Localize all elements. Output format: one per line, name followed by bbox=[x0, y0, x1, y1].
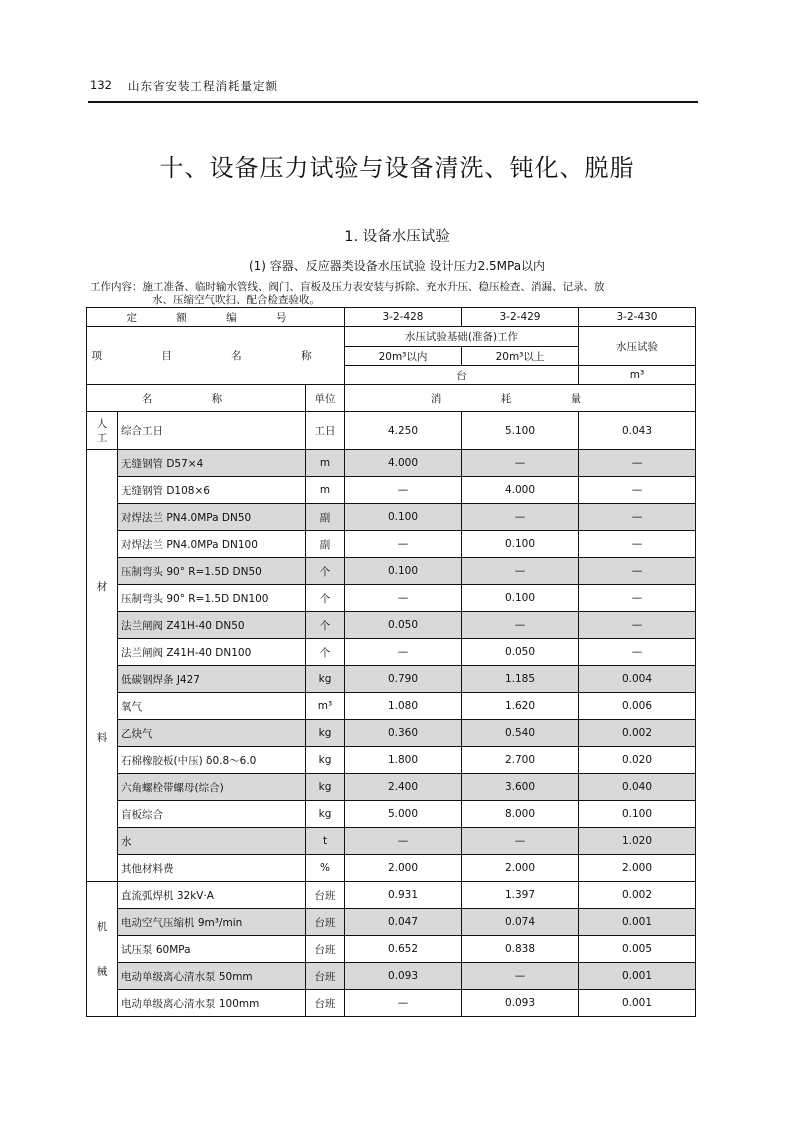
col-qty-header: 消 耗 量 bbox=[345, 385, 696, 412]
item-value: 5.000 bbox=[345, 801, 462, 828]
item-name: 试压泵 60MPa bbox=[118, 936, 306, 963]
item-unit: 台班 bbox=[306, 990, 345, 1017]
item-value: 2.000 bbox=[462, 855, 579, 882]
item-name: 压制弯头 90° R=1.5D DN100 bbox=[118, 585, 306, 612]
item-value: 2.400 bbox=[345, 774, 462, 801]
item-value: 0.790 bbox=[345, 666, 462, 693]
item-value: 0.001 bbox=[579, 909, 696, 936]
col-name-header: 名 称 bbox=[87, 385, 306, 412]
header-row bbox=[87, 327, 696, 347]
item-value: — bbox=[462, 828, 579, 855]
item-value: — bbox=[345, 585, 462, 612]
page-number: 132 bbox=[90, 78, 112, 92]
item-value: 1.020 bbox=[579, 828, 696, 855]
quota-code: 3-2-430 bbox=[579, 308, 696, 327]
unit-m3: m³ bbox=[579, 366, 696, 385]
item-value: 0.001 bbox=[579, 963, 696, 990]
item-name: 综合工日 bbox=[118, 412, 306, 450]
item-value: 0.043 bbox=[579, 412, 696, 450]
item-name: 盲板综合 bbox=[118, 801, 306, 828]
item-name: 氧气 bbox=[118, 693, 306, 720]
item-value: 0.100 bbox=[462, 531, 579, 558]
volume-range: 20m³以上 bbox=[462, 347, 579, 366]
table-row bbox=[87, 666, 696, 693]
item-value: — bbox=[579, 558, 696, 585]
item-value: — bbox=[345, 639, 462, 666]
item-name: 低碳钢焊条 J427 bbox=[118, 666, 306, 693]
item-value: 0.020 bbox=[579, 747, 696, 774]
category-labor: 人工 bbox=[87, 412, 118, 450]
quota-code: 3-2-429 bbox=[462, 308, 579, 327]
item-unit: 个 bbox=[306, 612, 345, 639]
item-value: 0.093 bbox=[462, 990, 579, 1017]
table-row bbox=[87, 909, 696, 936]
table-row bbox=[87, 720, 696, 747]
item-value: — bbox=[462, 963, 579, 990]
item-name: 压制弯头 90° R=1.5D DN50 bbox=[118, 558, 306, 585]
item-value: 0.100 bbox=[579, 801, 696, 828]
volume-range: 20m³以内 bbox=[345, 347, 462, 366]
item-unit: 台班 bbox=[306, 936, 345, 963]
item-unit: % bbox=[306, 855, 345, 882]
item-unit: kg bbox=[306, 666, 345, 693]
table-row bbox=[87, 828, 696, 855]
table-row bbox=[87, 855, 696, 882]
item-unit: kg bbox=[306, 774, 345, 801]
item-value: — bbox=[345, 477, 462, 504]
table-row bbox=[87, 747, 696, 774]
item-unit: 副 bbox=[306, 504, 345, 531]
group-header-test: 水压试验 bbox=[579, 327, 696, 366]
item-name: 电动空气压缩机 9m³/min bbox=[118, 909, 306, 936]
item-value: 0.540 bbox=[462, 720, 579, 747]
work-content-line-1: 工作内容：施工准备、临时输水管线、阀门、盲板及压力表安装与拆除、充水升压、稳压检查、消漏、记录、放 bbox=[90, 281, 605, 293]
item-value: 0.040 bbox=[579, 774, 696, 801]
item-value: 8.000 bbox=[462, 801, 579, 828]
table-row bbox=[87, 612, 696, 639]
item-name: 电动单级离心清水泵 50mm bbox=[118, 963, 306, 990]
item-value: 0.004 bbox=[579, 666, 696, 693]
item-value: — bbox=[345, 990, 462, 1017]
category-machine: 机 械 bbox=[87, 882, 118, 1017]
item-value: — bbox=[579, 477, 696, 504]
column-header-row bbox=[87, 385, 696, 412]
item-value: 0.050 bbox=[345, 612, 462, 639]
table-row bbox=[87, 585, 696, 612]
table-row bbox=[87, 639, 696, 666]
quota-code: 3-2-428 bbox=[345, 308, 462, 327]
item-value: — bbox=[579, 504, 696, 531]
section-title: 1. 设备水压试验 bbox=[344, 229, 450, 245]
category-material: 材 料 bbox=[87, 450, 118, 882]
item-unit: m bbox=[306, 477, 345, 504]
item-unit: 个 bbox=[306, 639, 345, 666]
item-name: 直流弧焊机 32kV·A bbox=[118, 882, 306, 909]
table-row bbox=[87, 693, 696, 720]
item-name: 对焊法兰 PN4.0MPa DN50 bbox=[118, 504, 306, 531]
item-unit: kg bbox=[306, 720, 345, 747]
page-header bbox=[88, 74, 698, 103]
item-value: 0.093 bbox=[345, 963, 462, 990]
item-value: — bbox=[345, 531, 462, 558]
item-value: 0.100 bbox=[345, 558, 462, 585]
item-name: 石棉橡胶板(中压) δ0.8～6.0 bbox=[118, 747, 306, 774]
item-unit: 台班 bbox=[306, 882, 345, 909]
item-value: 0.005 bbox=[579, 936, 696, 963]
item-value: 0.001 bbox=[579, 990, 696, 1017]
table-row bbox=[87, 504, 696, 531]
item-name: 水 bbox=[118, 828, 306, 855]
item-value: 5.100 bbox=[462, 412, 579, 450]
item-name: 法兰闸阀 Z41H-40 DN100 bbox=[118, 639, 306, 666]
item-value: 1.800 bbox=[345, 747, 462, 774]
chapter-title: 十、设备压力试验与设备清洗、钝化、脱脂 bbox=[159, 154, 635, 182]
item-name: 乙炔气 bbox=[118, 720, 306, 747]
col-unit-header: 单位 bbox=[306, 385, 345, 412]
item-value: 4.250 bbox=[345, 412, 462, 450]
item-value: 2.000 bbox=[579, 855, 696, 882]
table-row bbox=[87, 774, 696, 801]
table-row bbox=[87, 477, 696, 504]
item-value: 0.100 bbox=[462, 585, 579, 612]
item-value: — bbox=[462, 504, 579, 531]
item-unit: kg bbox=[306, 801, 345, 828]
item-value: 0.047 bbox=[345, 909, 462, 936]
item-name: 其他材料费 bbox=[118, 855, 306, 882]
item-name: 对焊法兰 PN4.0MPa DN100 bbox=[118, 531, 306, 558]
table-row bbox=[87, 450, 696, 477]
item-unit: 台班 bbox=[306, 963, 345, 990]
item-value: 1.620 bbox=[462, 693, 579, 720]
item-value: 1.397 bbox=[462, 882, 579, 909]
item-unit: kg bbox=[306, 747, 345, 774]
unit-tai: 台 bbox=[345, 366, 579, 385]
item-unit: m bbox=[306, 450, 345, 477]
item-name: 法兰闸阀 Z41H-40 DN50 bbox=[118, 612, 306, 639]
item-value: 2.700 bbox=[462, 747, 579, 774]
table-row bbox=[87, 801, 696, 828]
code-label: 定 额 编 号 bbox=[87, 308, 345, 327]
group-header-prep: 水压试验基础(准备)工作 bbox=[345, 327, 579, 347]
item-value: — bbox=[462, 450, 579, 477]
item-value: 0.050 bbox=[462, 639, 579, 666]
item-value: — bbox=[579, 531, 696, 558]
item-value: 1.080 bbox=[345, 693, 462, 720]
quota-table bbox=[86, 307, 696, 1017]
item-unit: t bbox=[306, 828, 345, 855]
item-value: 3.600 bbox=[462, 774, 579, 801]
item-name: 无缝钢管 D108×6 bbox=[118, 477, 306, 504]
item-value: — bbox=[462, 558, 579, 585]
subsection-title: (1) 容器、反应器类设备水压试验 设计压力2.5MPa以内 bbox=[248, 259, 546, 273]
item-label: 项 目 名 称 bbox=[87, 327, 345, 385]
item-value: 0.652 bbox=[345, 936, 462, 963]
item-value: — bbox=[462, 612, 579, 639]
item-value: 0.838 bbox=[462, 936, 579, 963]
item-value: 0.002 bbox=[579, 882, 696, 909]
table-row bbox=[87, 990, 696, 1017]
item-value: — bbox=[579, 612, 696, 639]
work-content-line-2: 水、压缩空气吹扫、配合检查验收。 bbox=[152, 293, 320, 306]
item-name: 电动单级离心清水泵 100mm bbox=[118, 990, 306, 1017]
item-value: 1.185 bbox=[462, 666, 579, 693]
table-row bbox=[87, 412, 696, 450]
item-value: 0.074 bbox=[462, 909, 579, 936]
table-row bbox=[87, 882, 696, 909]
item-value: 4.000 bbox=[462, 477, 579, 504]
table-row bbox=[87, 558, 696, 585]
item-value: 0.931 bbox=[345, 882, 462, 909]
work-content bbox=[90, 281, 690, 306]
item-value: 0.100 bbox=[345, 504, 462, 531]
item-value: 0.002 bbox=[579, 720, 696, 747]
item-value: — bbox=[579, 450, 696, 477]
item-value: — bbox=[345, 828, 462, 855]
item-unit: 个 bbox=[306, 585, 345, 612]
item-value: — bbox=[579, 585, 696, 612]
table-row bbox=[87, 936, 696, 963]
item-value: 4.000 bbox=[345, 450, 462, 477]
item-value: 0.360 bbox=[345, 720, 462, 747]
item-value: 2.000 bbox=[345, 855, 462, 882]
item-unit: 台班 bbox=[306, 909, 345, 936]
item-name: 六角螺栓带螺母(综合) bbox=[118, 774, 306, 801]
code-row bbox=[87, 308, 696, 327]
item-unit: 个 bbox=[306, 558, 345, 585]
item-value: 0.006 bbox=[579, 693, 696, 720]
book-title: 山东省安装工程消耗量定额 bbox=[128, 79, 278, 93]
item-name: 无缝钢管 D57×4 bbox=[118, 450, 306, 477]
table-row bbox=[87, 963, 696, 990]
item-unit: 副 bbox=[306, 531, 345, 558]
table-row bbox=[87, 531, 696, 558]
item-unit: m³ bbox=[306, 693, 345, 720]
item-unit: 工日 bbox=[306, 412, 345, 450]
item-value: — bbox=[579, 639, 696, 666]
